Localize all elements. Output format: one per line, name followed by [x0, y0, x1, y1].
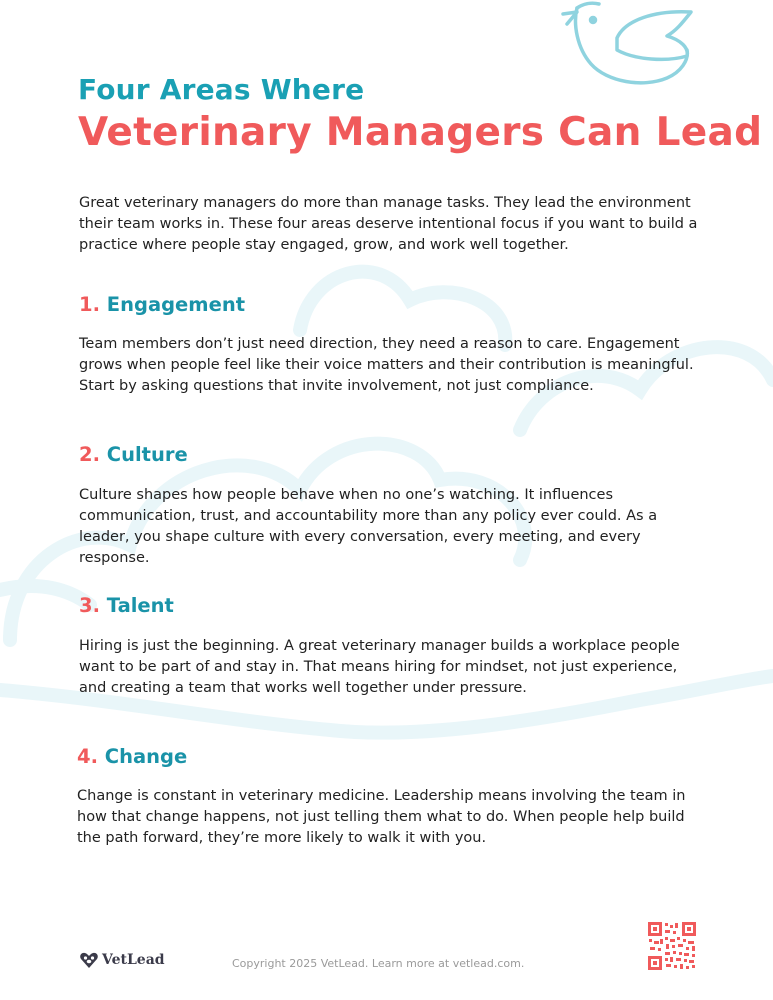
section-heading-culture	[79, 443, 188, 466]
qr-code-icon[interactable]	[648, 922, 696, 970]
bird-outline-icon	[555, 0, 700, 92]
section-title: Change	[104, 745, 188, 768]
section-body-talent: Hiring is just the beginning. A great veterinary manager builds a workplace people want to be part of and stay in. That means hiring for mindset, not just experience, and creating a team that works well together under pressure.	[79, 638, 680, 696]
section-title: Engagement	[106, 293, 246, 316]
section-title: Talent	[106, 594, 174, 617]
section-number: 4.	[77, 745, 98, 768]
section-heading-engagement	[79, 293, 245, 316]
section-number: 1.	[79, 293, 100, 316]
intro-paragraph: Great veterinary managers do more than manage tasks. They lead the environment their team works in. These four areas deserve intentional focus if you want to build a practice where people stay engaged, grow, and work well together.	[79, 195, 698, 253]
section-heading-talent	[79, 594, 174, 617]
copyright-text: Copyright 2025 VetLead. Learn more at vetlead.com.	[232, 957, 525, 970]
section-title: Culture	[106, 443, 188, 466]
section-number: 2.	[79, 443, 100, 466]
page-subtitle: Four Areas Where	[78, 73, 365, 106]
page-title: Veterinary Managers Can Lead	[78, 110, 763, 155]
section-body-engagement: Team members don’t just need direction, they need a reason to care. Engagement grows when people feel like their voice matters and their contribution is meaningful. Start by asking questions that invite involvement, not just compliance.	[79, 336, 694, 394]
heart-paw-icon	[79, 950, 99, 970]
vetlead-logo[interactable]	[79, 950, 165, 970]
section-number: 3.	[79, 594, 100, 617]
section-body-change: Change is constant in veterinary medicine. Leadership means involving the team in how that change happens, not just telling them what to do. When people help build the path forward, they’re more likely to walk it with you.	[77, 788, 686, 846]
section-body-culture: Culture shapes how people behave when no one’s watching. It influences communication, trust, and accountability more than any policy ever could. As a leader, you shape culture with every conversation, every meeting, and every response.	[79, 487, 658, 566]
section-heading-change	[77, 745, 187, 768]
logo-text: VetLead	[102, 952, 165, 968]
